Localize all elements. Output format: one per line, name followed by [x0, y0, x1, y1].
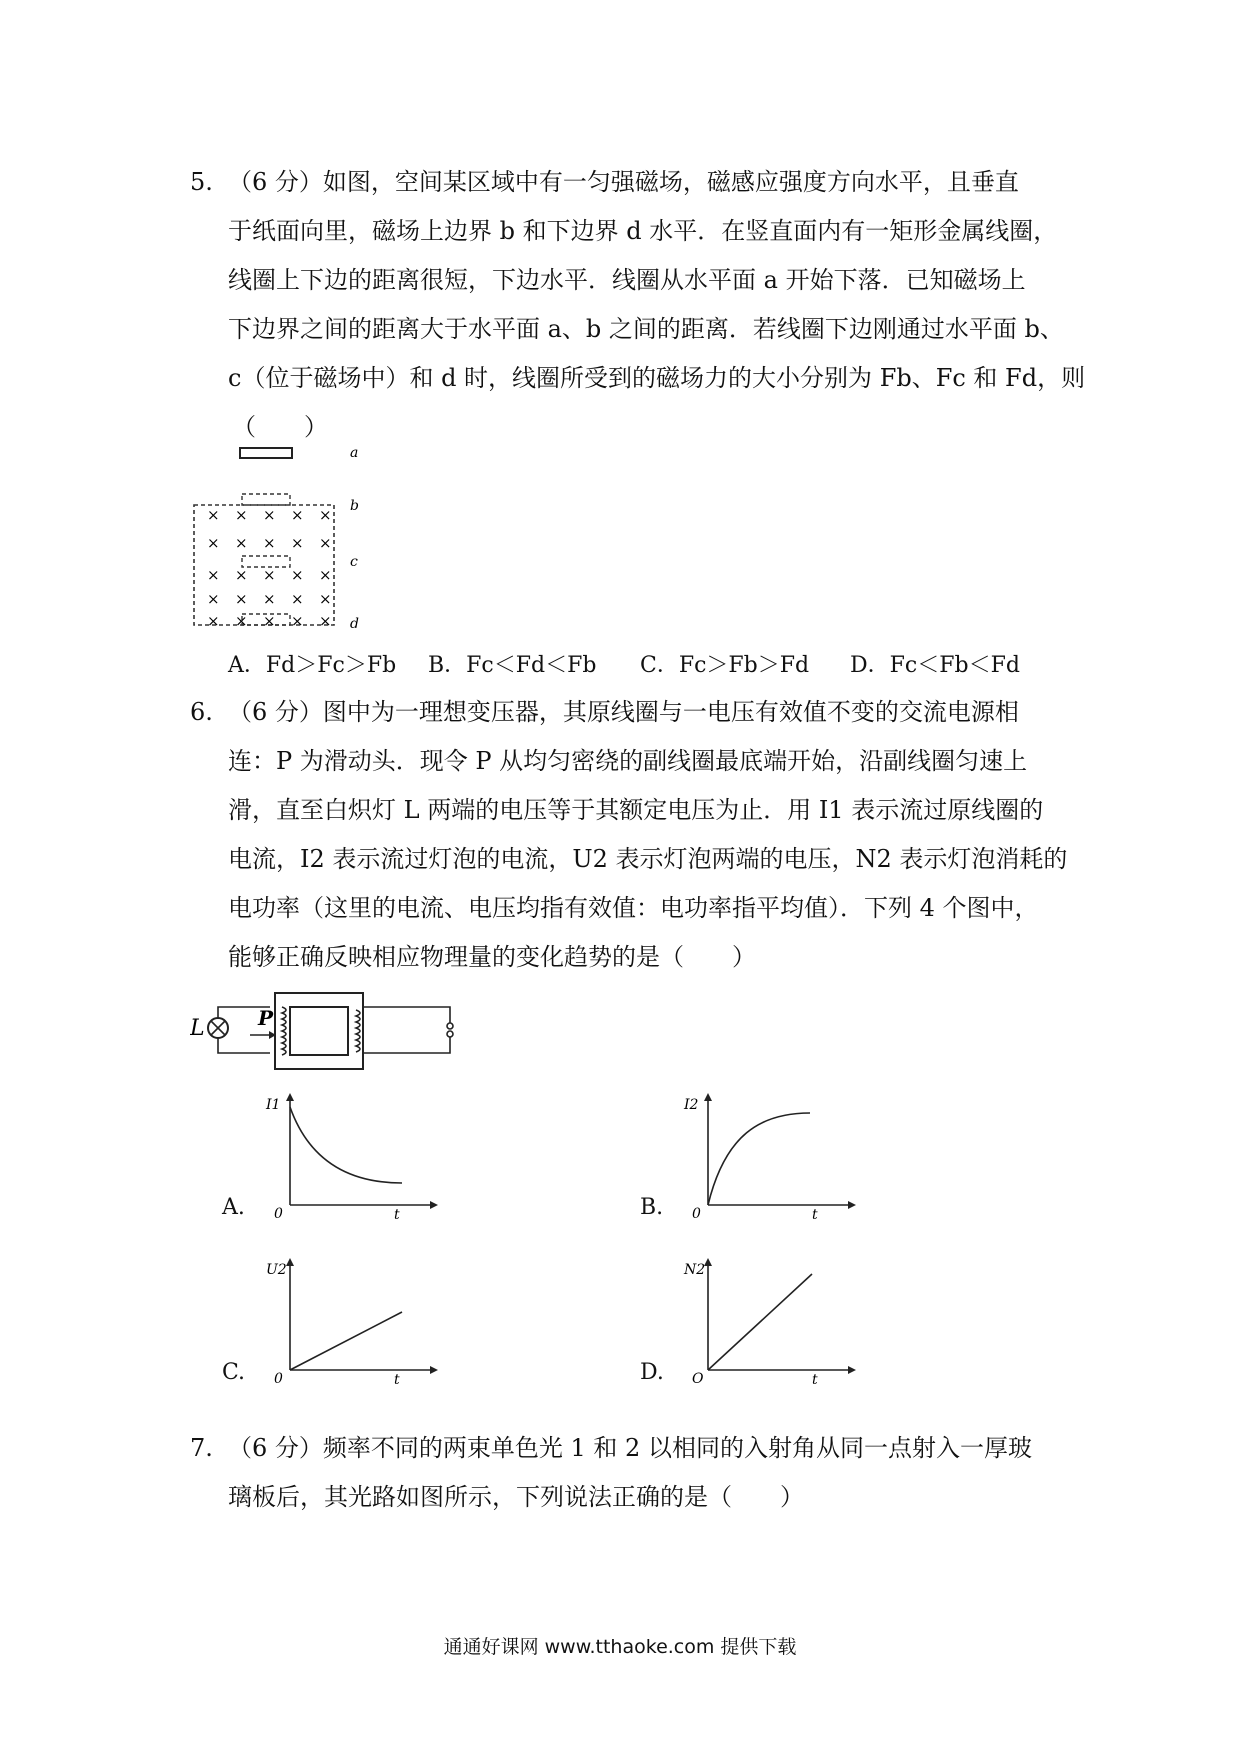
graph-I2	[680, 1085, 860, 1220]
field-cross-mark: ×	[291, 534, 304, 552]
graph-option-label: B.	[640, 1195, 664, 1220]
y-axis-label: I1	[266, 1097, 281, 1113]
field-cross-mark: ×	[207, 566, 220, 584]
origin-label: 0	[692, 1206, 701, 1220]
question-6	[190, 688, 1070, 982]
level-label-d: d	[350, 616, 359, 632]
origin-label: 0	[274, 1206, 283, 1220]
answer-bracket: （ ）	[232, 413, 328, 441]
question-text-line: 电功率（这里的电流、电压均指有效值：电功率指平均值）．下列 4 个图中，	[228, 894, 1039, 922]
option-b: B．Fc＜Fd＜Fb	[428, 653, 597, 678]
origin-label: O	[692, 1371, 704, 1385]
graph-U2	[262, 1250, 442, 1385]
question-text-line: 连：P 为滑动头．现令 P 从均匀密绕的副线圈最底端开始，沿副线圈匀速上	[228, 747, 1028, 775]
question-text-line: 璃板后，其光路如图所示，下列说法正确的是（ ）	[228, 1483, 804, 1511]
field-cross-mark: ×	[207, 534, 220, 552]
field-cross-mark: ×	[319, 534, 332, 552]
field-cross-marks	[207, 506, 332, 630]
ac-terminal	[447, 1031, 453, 1037]
field-cross-mark: ×	[207, 612, 220, 630]
graph-I1	[262, 1085, 442, 1220]
field-cross-mark: ×	[235, 506, 248, 524]
field-cross-mark: ×	[263, 506, 276, 524]
coil-at-a	[240, 448, 292, 458]
question-text-line: （6 分）频率不同的两束单色光 1 和 2 以相同的入射角从同一点射入一厚玻	[228, 1434, 1032, 1462]
lamp-label: L	[190, 1016, 205, 1041]
question-text-line: 下边界之间的距离大于水平面 a、b 之间的距离．若线圈下边刚通过水平面 b、	[228, 315, 1064, 343]
trend-curve	[290, 1107, 402, 1183]
page-footer: 通通好课网 www.tthaoke.com 提供下载	[443, 1636, 797, 1658]
field-cross-mark: ×	[263, 612, 276, 630]
slider-label: P	[258, 1006, 274, 1030]
field-cross-mark: ×	[235, 590, 248, 608]
graph-option-label: A.	[222, 1195, 245, 1220]
field-cross-mark: ×	[207, 506, 220, 524]
option-d: D．Fc＜Fb＜Fd	[850, 653, 1020, 678]
trend-curve	[290, 1312, 402, 1370]
question-text-line: （6 分）图中为一理想变压器，其原线圈与一电压有效值不变的交流电源相	[228, 698, 1019, 726]
primary-coil	[356, 1010, 360, 1052]
question-number: 5.	[190, 168, 213, 196]
field-cross-mark: ×	[263, 534, 276, 552]
question-5	[190, 158, 1086, 452]
question-text-line: 线圈上下边的距离很短，下边水平．线圈从水平面 a 开始下落．已知磁场上	[228, 266, 1026, 294]
field-cross-mark: ×	[263, 566, 276, 584]
graph-option-label: C.	[222, 1360, 246, 1385]
trend-curve	[708, 1113, 810, 1205]
question-text-line: 电流，I2 表示流过灯泡的电流，U2 表示灯泡两端的电压，N2 表示灯泡消耗的	[228, 845, 1068, 873]
x-axis-label: t	[394, 1207, 400, 1220]
trend-curve	[708, 1274, 812, 1370]
question-text-line: c（位于磁场中）和 d 时，线圈所受到的磁场力的大小分别为 Fb、Fc 和 Fd，则	[228, 364, 1086, 392]
question-number: 7.	[190, 1434, 213, 1462]
secondary-coil	[282, 1007, 286, 1055]
x-axis-label: t	[812, 1372, 818, 1385]
field-cross-mark: ×	[263, 590, 276, 608]
field-cross-mark: ×	[319, 566, 332, 584]
field-cross-mark: ×	[319, 612, 332, 630]
field-cross-mark: ×	[235, 612, 248, 630]
option-c: C．Fc＞Fb＞Fd	[640, 653, 810, 678]
field-cross-mark: ×	[319, 506, 332, 524]
y-axis-label: I2	[684, 1097, 699, 1113]
question-text-line: 滑，直至白炽灯 L 两端的电压等于其额定电压为止．用 I1 表示流过原线圈的	[228, 796, 1044, 824]
coil-at-b	[242, 494, 290, 505]
y-axis-label: N2	[684, 1262, 706, 1278]
field-cross-mark: ×	[291, 566, 304, 584]
question-text-line: 能够正确反映相应物理量的变化趋势的是（ ）	[228, 943, 756, 971]
ac-terminal	[447, 1023, 453, 1029]
magnetic-field-figure	[190, 440, 380, 640]
field-cross-mark: ×	[235, 534, 248, 552]
x-axis-label: t	[394, 1372, 400, 1385]
graph-N2	[680, 1250, 860, 1385]
question-7	[190, 1424, 1070, 1522]
field-cross-mark: ×	[319, 590, 332, 608]
graph-option-label: D.	[640, 1360, 664, 1385]
field-cross-mark: ×	[291, 612, 304, 630]
level-label-b: b	[350, 498, 359, 514]
x-axis-label: t	[812, 1207, 818, 1220]
origin-label: 0	[274, 1371, 283, 1385]
level-label-c: c	[350, 554, 358, 570]
field-cross-mark: ×	[291, 590, 304, 608]
option-a: A．Fd＞Fc＞Fb	[228, 653, 397, 678]
field-cross-mark: ×	[291, 506, 304, 524]
y-axis-label: U2	[266, 1262, 287, 1278]
field-cross-mark: ×	[235, 566, 248, 584]
transformer-core	[275, 993, 363, 1069]
question-text-line: （6 分）如图，空间某区域中有一匀强磁场，磁感应强度方向水平，且垂直	[228, 168, 1019, 196]
field-cross-mark: ×	[207, 590, 220, 608]
question-text-line: 于纸面向里，磁场上边界 b 和下边界 d 水平．在竖直面内有一矩形金属线圈，	[228, 217, 1058, 245]
level-label-a: a	[350, 445, 359, 461]
question-number: 6.	[190, 698, 213, 726]
transformer-circuit	[190, 985, 470, 1075]
